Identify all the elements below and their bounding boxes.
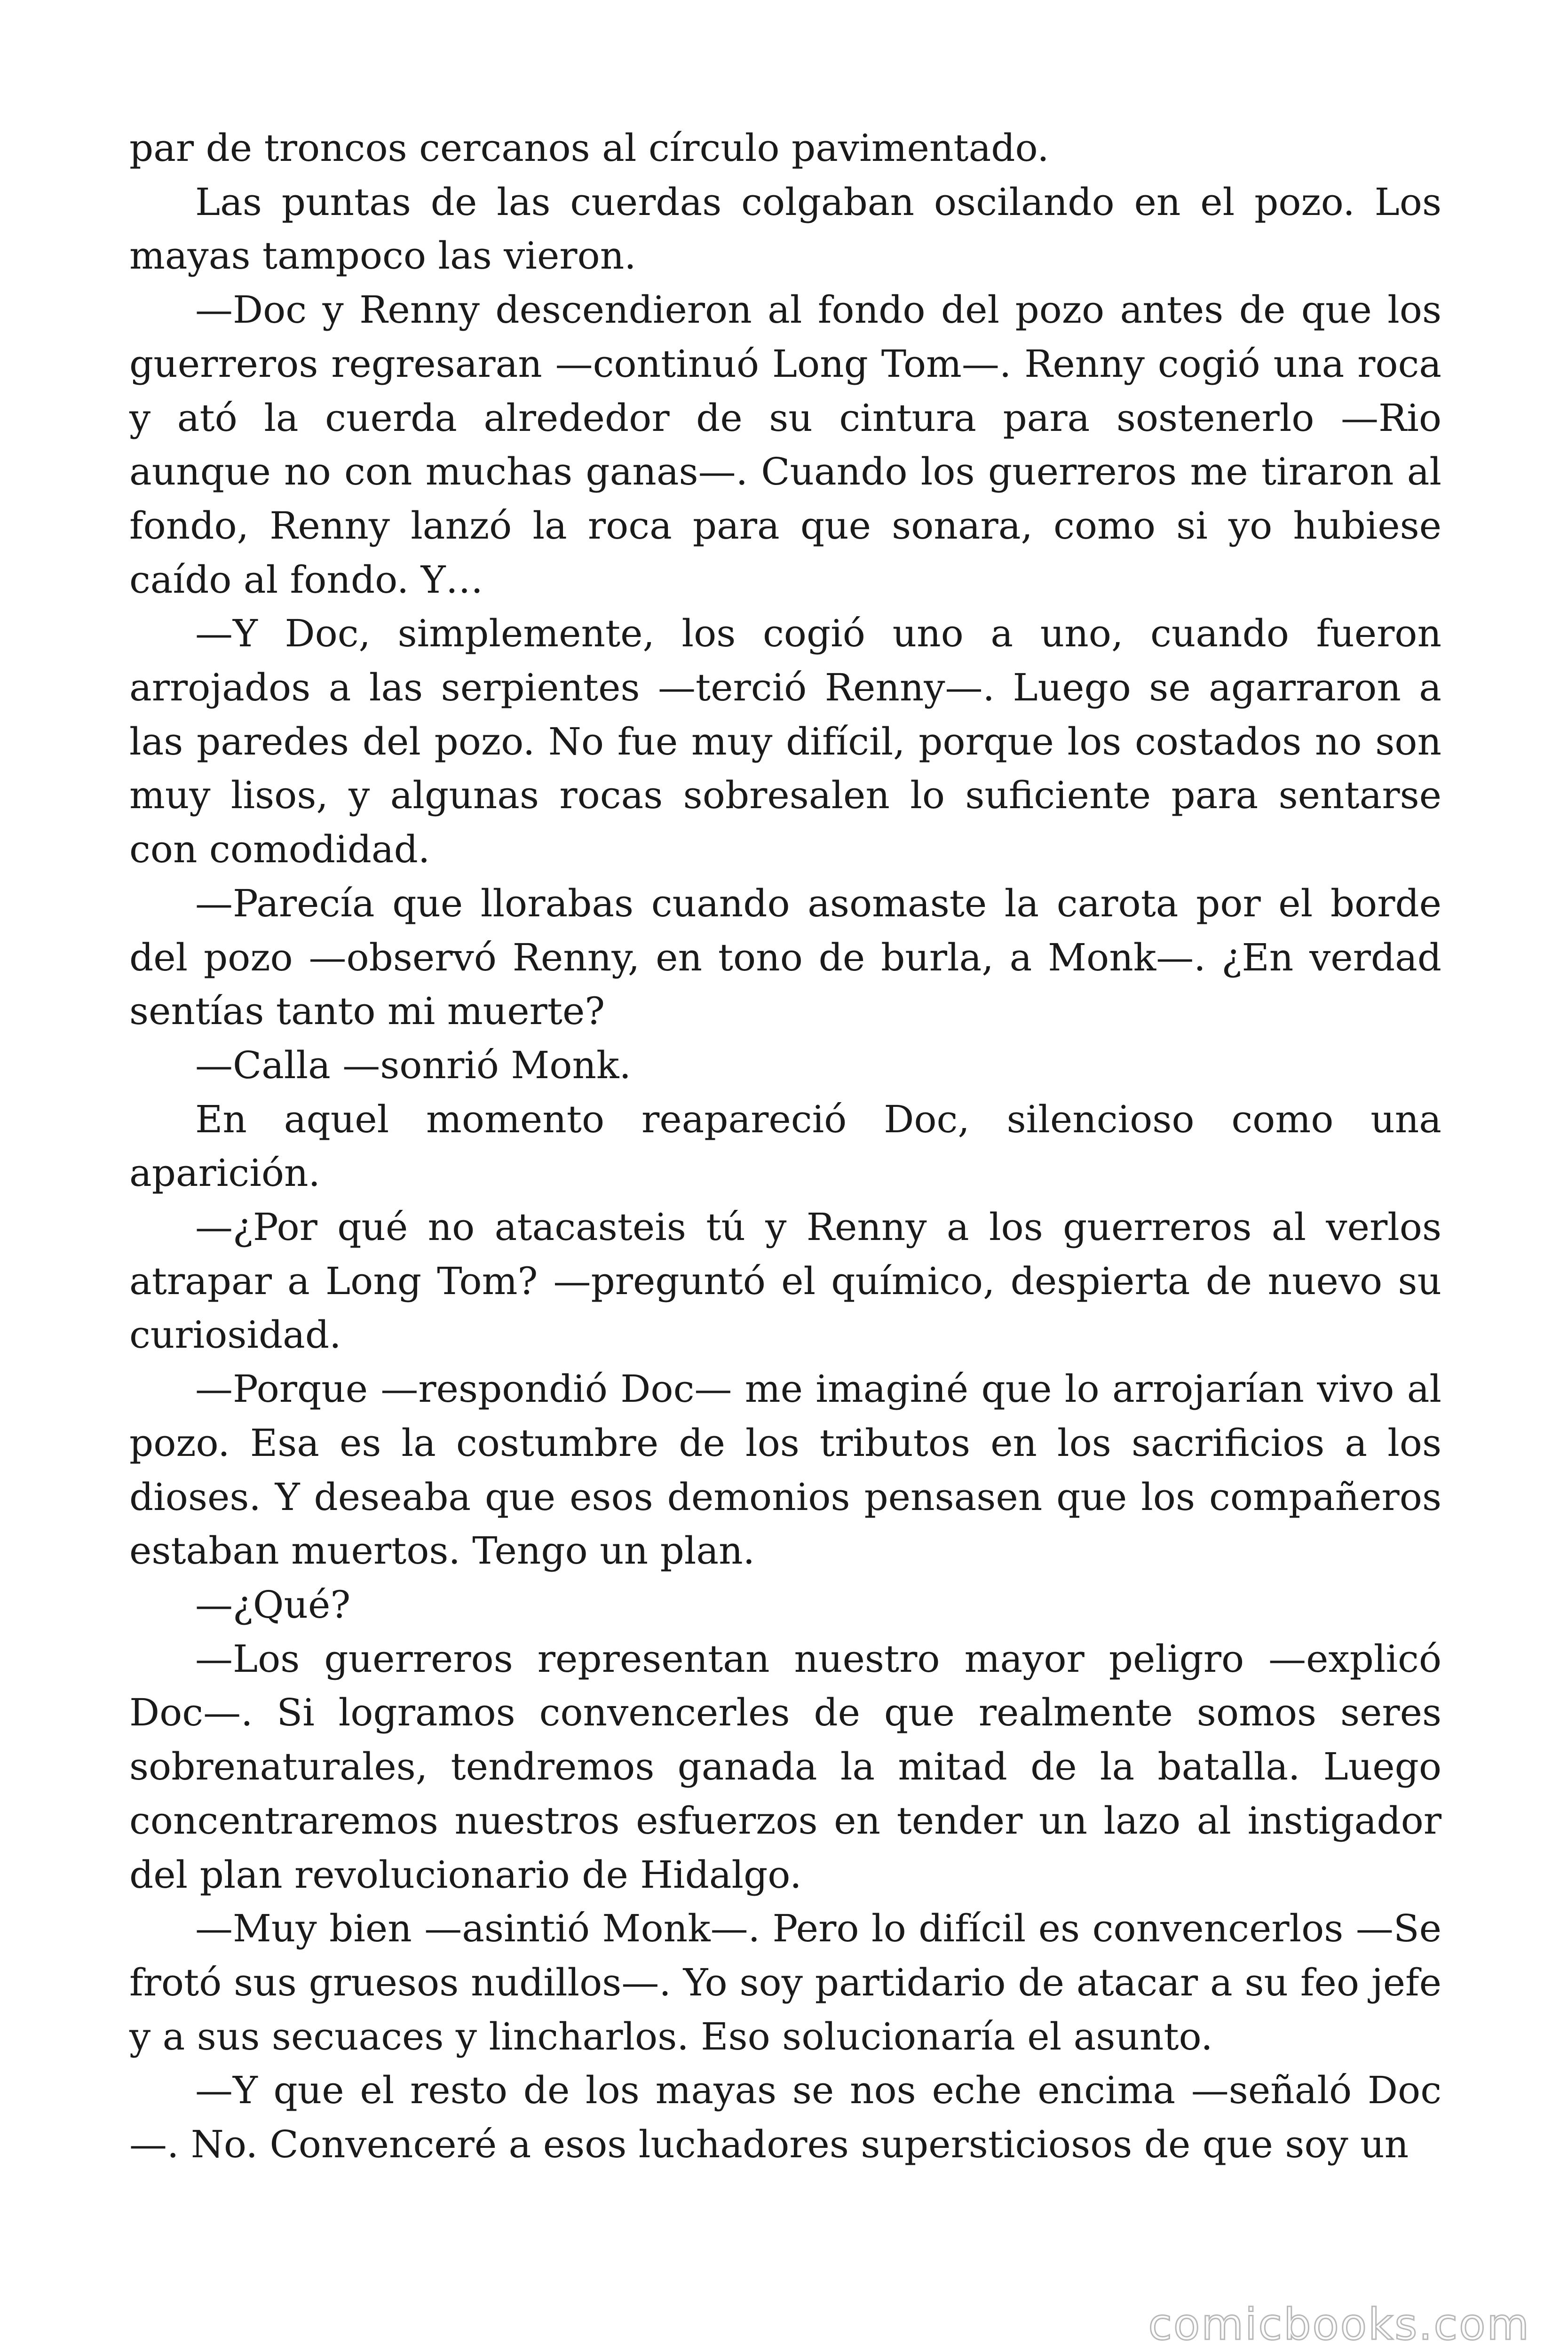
- paragraph-8: —¿Por qué no atacasteis tú y Renny a los guerreros al verlos atrapar a Long Tom? —preguntó el químico, despierta de nuevo su curiosidad.: [129, 1205, 1441, 1357]
- watermark: comicbooks.com: [1148, 2299, 1530, 2350]
- paragraph-3: —Doc y Renny descendieron al fondo del pozo antes de que los guerreros regresaran —continuó Long Tom—. Renny cogió una roca y ató la cuerda alrededor de su cintura para sostenerlo —Rio aunque no con muchas ganas—. Cuando los guerreros me tiraron al fondo, Renny lanzó la roca para que sonara, como si yo hubiese caído al fondo. Y…: [129, 288, 1441, 602]
- paragraph-1: par de troncos cercanos al círculo pavimentado.: [129, 126, 1049, 170]
- paragraph-5: —Parecía que llorabas cuando asomaste la carota por el borde del pozo —observó Renny, en tono de burla, a Monk—. ¿En verdad sentías tanto mi muerte?: [129, 881, 1441, 1033]
- body-text: [129, 121, 1441, 2172]
- paragraph-11: —Los guerreros representan nuestro mayor peligro —explicó Doc—. Si logramos convencerles de que realmente somos seres sobrenaturales, tendremos ganada la mitad de la batalla. Luego concentraremos nuestros esfuerzos en tender un lazo al instigador del plan revolucionario de Hidalgo.: [129, 1637, 1441, 1897]
- paragraph-12: —Muy bien —asintió Monk—. Pero lo difícil es convencerlos —Se frotó sus gruesos nudillos—. Yo soy partidario de atacar a su feo jefe y a sus secuaces y lincharlos. Eso solucionaría el asunto.: [129, 1907, 1441, 2058]
- paragraph-9: —Porque —respondió Doc— me imaginé que lo arrojarían vivo al pozo. Esa es la costumbre de los tributos en los sacrificios a los dioses. Y deseaba que esos demonios pensasen que los compañeros estaban muertos. Tengo un plan.: [129, 1367, 1441, 1573]
- paragraph-4: —Y Doc, simplemente, los cogió uno a uno, cuando fueron arrojados a las serpientes —terció Renny—. Luego se agarraron a las paredes del pozo. No fue muy difícil, porque los costados no son muy lisos, y algunas rocas sobresalen lo suficiente para sentarse con comodidad.: [129, 612, 1441, 872]
- paragraph-6: —Calla —sonrió Monk.: [195, 1043, 631, 1087]
- paragraph-2: Las puntas de las cuerdas colgaban oscilando en el pozo. Los mayas tampoco las vieron.: [129, 180, 1441, 278]
- paragraph-13: —Y que el resto de los mayas se nos eche encima —señaló Doc —. No. Convenceré a esos luchadores supersticiosos de que soy un: [129, 2068, 1441, 2167]
- paragraph-7: En aquel momento reapareció Doc, silencioso como una aparición.: [129, 1097, 1441, 1195]
- paragraph-10: —¿Qué?: [195, 1582, 351, 1627]
